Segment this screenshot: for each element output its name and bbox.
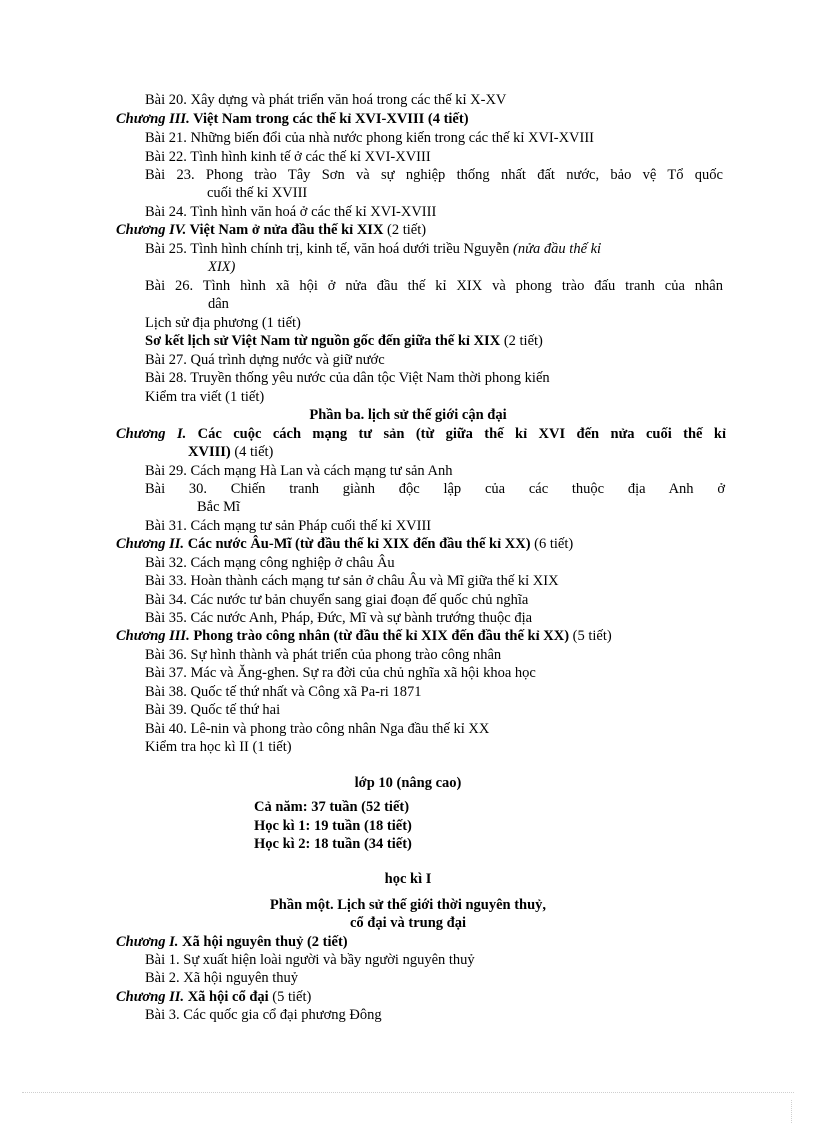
chapter-label: Chương I. — [116, 426, 187, 442]
chapter-hours: (2 tiết) — [383, 222, 427, 238]
lesson-28: Bài 28. Truyền thống yêu nước của dân tộc Việt Nam thời phong kiến — [145, 370, 550, 386]
chapter-label: Chương III. — [116, 111, 190, 127]
chapter-label: Chương II. — [116, 536, 185, 552]
lesson-30: Bài 30. Chiến tranh giành độc lập của các thuộc địa Anh ở — [145, 481, 725, 497]
lesson-38: Bài 38. Quốc tế thứ nhất và Công xã Pa-ri 1871 — [145, 684, 422, 700]
lesson-33: Bài 33. Hoàn thành cách mạng tư sản ở châu Âu và Mĩ giữa thế kỉ XIX — [145, 573, 559, 589]
lesson-25-cont: XIX) — [208, 259, 236, 275]
term-heading: học kì I — [384, 871, 432, 887]
summary-line — [145, 332, 543, 350]
chapter-label: Chương I. — [116, 934, 179, 950]
chapter-1-heading — [116, 425, 726, 443]
chapter-3b-heading — [116, 627, 612, 645]
chapter-hours: (6 tiết) — [530, 536, 574, 552]
lesson-29: Bài 29. Cách mạng Hà Lan và cách mạng tư sản Anh — [145, 463, 453, 479]
chapter-hours: (5 tiết) — [268, 989, 312, 1005]
lesson-35: Bài 35. Các nước Anh, Pháp, Đức, Mĩ và sự bành trướng thuộc địa — [145, 610, 533, 626]
lesson-32: Bài 32. Cách mạng công nghiệp ở châu Âu — [145, 555, 395, 571]
page-bottom-border — [22, 1092, 794, 1093]
chapter-title: Việt Nam ở nửa đầu thế kỉ XIX — [186, 222, 384, 238]
lesson-21: Bài 21. Những biến đổi của nhà nước phong kiến trong các thế kỉ XVI-XVIII — [145, 130, 595, 146]
year-info: Cả năm: 37 tuần (52 tiết) — [254, 799, 410, 815]
chapter-title: Xã hội nguyên thuỷ (2 tiết) — [178, 934, 348, 950]
lesson-26: Bài 26. Tình hình xã hội ở nửa đầu thế kỉ XIX và phong trào đấu tranh của nhân — [145, 278, 723, 294]
lesson-26-cont: dân — [208, 296, 229, 312]
lesson-22: Bài 22. Tình hình kinh tế ở các thế kỉ XVI-XVIII — [145, 149, 431, 165]
lesson-23-cont: cuối thế kỉ XVIII — [207, 185, 308, 201]
lesson-25-italic: (nửa đầu thế kỉ — [513, 241, 602, 257]
chapter-title: Việt Nam trong các thế kỉ XVI-XVIII (4 tiết) — [189, 111, 469, 127]
chapter-2c-heading — [116, 988, 311, 1006]
term-1-info: Học kì 1: 19 tuần (18 tiết) — [254, 818, 412, 834]
lesson-25 — [145, 240, 601, 258]
chapter-hours: (4 tiết) — [230, 444, 274, 460]
lesson-25-text: Bài 25. Tình hình chính trị, kinh tế, văn hoá dưới triều Nguyễn — [145, 241, 514, 257]
chapter-2-heading — [116, 535, 573, 553]
grade-title: lớp 10 (nâng cao) — [354, 775, 462, 791]
lesson-2: Bài 2. Xã hội nguyên thuỷ — [145, 970, 299, 986]
summary-hours: (2 tiết) — [500, 333, 543, 349]
written-test: Kiểm tra viết (1 tiết) — [145, 389, 265, 405]
lesson-40: Bài 40. Lê-nin và phong trào công nhân Nga đầu thế kỉ XX — [145, 721, 490, 737]
chapter-title: Các nước Âu-Mĩ (từ đầu thế kỉ XIX đến đầu thế kỉ XX) — [184, 536, 531, 552]
chapter-1-cont — [188, 443, 273, 461]
local-history: Lịch sử địa phương (1 tiết) — [145, 315, 301, 331]
chapter-title-cont: XVIII) — [188, 444, 231, 460]
term-2-test: Kiểm tra học kì II (1 tiết) — [145, 739, 292, 755]
chapter-4-heading — [116, 221, 426, 239]
lesson-27: Bài 27. Quá trình dựng nước và giữ nước — [145, 352, 385, 368]
lesson-36: Bài 36. Sự hình thành và phát triển của phong trào công nhân — [145, 647, 502, 663]
chapter-hours: (5 tiết) — [569, 628, 612, 644]
lesson-31: Bài 31. Cách mạng tư sản Pháp cuối thế kỉ XVIII — [145, 518, 432, 534]
chapter-1c-heading — [116, 933, 348, 951]
lesson-23: Bài 23. Phong trào Tây Sơn và sự nghiệp thống nhất đất nước, bảo vệ Tổ quốc — [145, 167, 723, 183]
lesson-34: Bài 34. Các nước tư bản chuyển sang giai đoạn đế quốc chủ nghĩa — [145, 592, 529, 608]
chapter-3-heading — [116, 110, 469, 128]
summary-title: Sơ kết lịch sử Việt Nam từ nguồn gốc đến giữa thế kỉ XIX — [145, 333, 501, 349]
part-three-title: Phần ba. lịch sử thế giới cận đại — [309, 407, 507, 423]
chapter-title: Xã hội cổ đại — [184, 989, 269, 1005]
chapter-label: Chương III. — [116, 628, 190, 644]
lesson-24: Bài 24. Tình hình văn hoá ở các thế kỉ XVI-XVIII — [145, 204, 437, 220]
lesson-37: Bài 37. Mác và Ăng-ghen. Sự ra đời của chủ nghĩa xã hội khoa học — [145, 665, 536, 681]
page-corner-mark — [791, 1100, 793, 1123]
lesson-39: Bài 39. Quốc tế thứ hai — [145, 702, 281, 718]
lesson-20: Bài 20. Xây dựng và phát triển văn hoá trong các thế kỉ X-XV — [145, 92, 507, 108]
lesson-3: Bài 3. Các quốc gia cổ đại phương Đông — [145, 1007, 382, 1023]
term-2-info: Học kì 2: 18 tuần (34 tiết) — [254, 836, 412, 852]
lesson-30-cont: Bắc Mĩ — [197, 499, 241, 515]
chapter-label: Chương IV. — [116, 222, 187, 238]
part-one-title: Phần một. Lịch sử thế giới thời nguyên thuỷ, — [269, 897, 547, 913]
chapter-title: Các cuộc cách mạng tư sản (từ giữa thế kỉ XVI đến nửa cuối thế kỉ — [186, 426, 726, 442]
part-one-title-cont: cổ đại và trung đại — [349, 915, 466, 931]
lesson-1: Bài 1. Sự xuất hiện loài người và bầy người nguyên thuỷ — [145, 952, 475, 968]
chapter-title: Phong trào công nhân (từ đầu thế kỉ XIX đến đầu thế kỉ XX) — [189, 628, 570, 644]
chapter-label: Chương II. — [116, 989, 185, 1005]
